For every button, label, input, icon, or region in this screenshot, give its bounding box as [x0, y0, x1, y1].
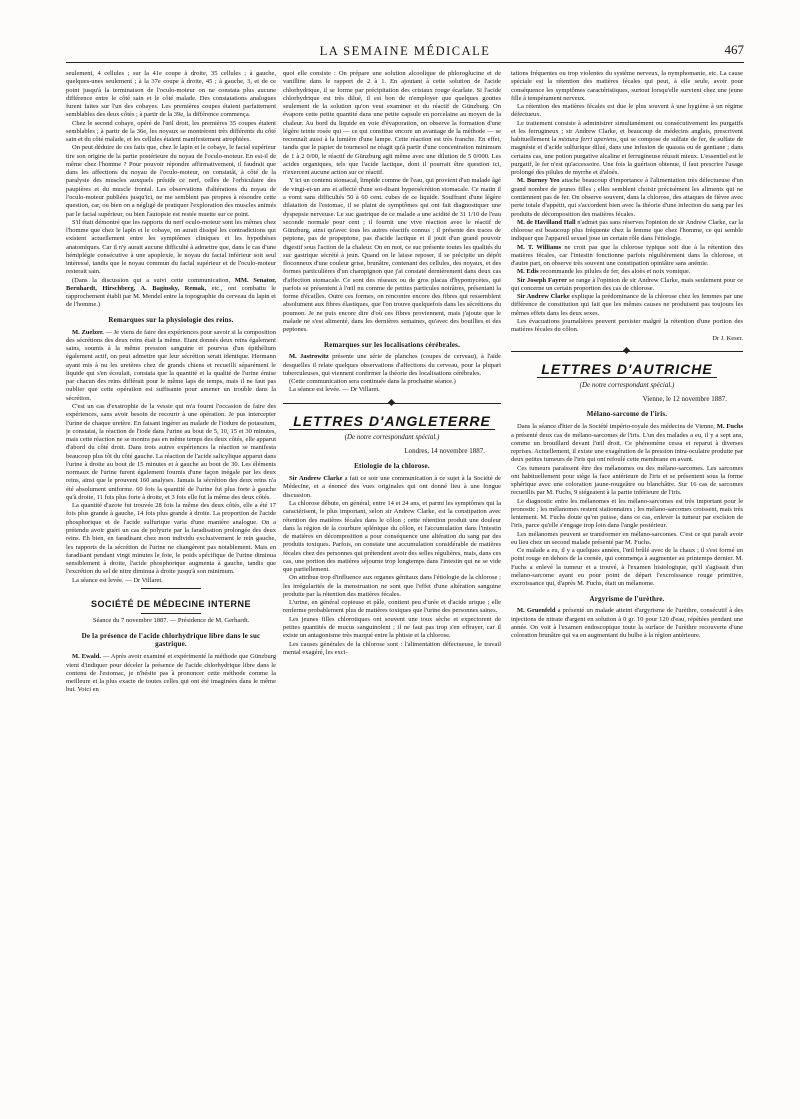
paragraph-text: Le traitement consiste à administrer simultanément ou consécutivement les purgatifs et les ferrugineux ; sir Andrew Clarke, et beaucoup de médecins anglais, prescrivent habituellement la — [511, 119, 743, 144]
paragraph-text: a présenté deux cas de mélano-sarcomes de l'iris. L'un des malades a eu, il y a sept ans, comme un brouillard devant l'œil droit. Ce phénomène cessa et reparut à diverses reprises. Actuellement, il existe une exagération de la pression intra-oculaire produite par deux petites tumeurs de l'iris qui ont refoulé cette membrane en avant. — [511, 431, 743, 464]
paragraph: Les jeunes filles chlorotiques ont souvent une toux sèche et expectorent de petites quantités de mucus sanguinolent ; il ne faut pas trop s'en effrayer, car il existe un antagonisme très marqué entre la phtisie et la chlorose. — [283, 615, 501, 640]
paragraph: Les causes générales de la chlorose sont : l'alimentation défectueuse, le travail mental exagéré, les exci- — [283, 640, 501, 656]
paragraph: Le diagnostic entre les mélanomes et les mélano-sarcomes est très important pour le pronostic ; les mélanomes restent stationnaires ; les mélano-sarcomes croissent, mais très lentement. M. Fuchs doute qu'on puisse, dans ce cas, enlever la tumeur par excision de l'iris, parce qu'elle s'engage trop loin dans l'angle postérieur. — [511, 497, 743, 530]
paragraph — [511, 423, 743, 464]
paragraph: S'il était démontré que les rapports du nerf oculo-moteur sont les mêmes chez l'homme que chez le lapin et le cobaye, on aurait dissipé les contradictions qui existent actuellement entre les symptômes cliniques et les hypothèses anatomiques. Car il n'y aurait aucune difficulté à admettre que, dans le cas d'une hémiplégie consécutive à une apoplexie, le noyau du facial inférieur soit seul intéressé, tandis que le noyau commun du facial supérieur et de l'oculo-moteur resterait sain. — [66, 218, 276, 276]
paragraph: C'est un cas d'exstrophie de la vessie qui m'a fourni l'occasion de faire des expériences, sans avoir besoin de recourir à une opération. Je pus intercepter l'urine de chaque uretère. En faisant ingérer au malade de l'iodure de potassium, je constatai, la réaction de l'iode dans l'urine au bout de 5, 10, 15 et 30 minutes, mais cette réaction ne se montra pas en même temps des deux côtés, elle apparut d'abord du côté droit. Dans trois autres expériences la réaction se manifesta beaucoup plus tôt du côté gauche. La réaction de l'acide salicylique apparut dans l'urine à droite au bout de 15 minutes et à gauche au bout de 30. Les éléments normaux de l'urine furent également fournis d'une façon inégale par les deux reins, ainsi que le prouvent 160 analyses. Jamais la sécrétion des deux reins n'a été absolument uniforme. 60 fois la quantité de l'urine fut plus forte à gauche qu'à droite, 11 fois plus forte à droite, et 3 fois elle fut la même des deux côtés. — [66, 402, 276, 501]
paragraph — [511, 293, 743, 318]
paragraph — [511, 607, 743, 640]
paragraph: quoi elle consiste : On prépare une solution alcoolique de phloroglucine et de vanilline dans le rapport de 2 à 1. En ajoutant à cette solution de l'acide chlorhydrique, il se forme par précipitation des cristaux rouge écarlate. Si l'acide chlorhydrique est très dilué, il est bon de n'employer que quelques gouttes seulement de la solution qu'on veut examiner et du réactif de Günzburg. On évapore cette petite quantité dans une petite capsule en porcelaine au moyen de la chaleur. Au bord du liquide en voie d'évaporation, on observe la formation d'une légère teinte rosée qui — ce qui constitue encore un avantage de la méthode — se reconnaît aussi à la lumière d'une lampe. Cette réaction est très franche. En effet, tandis que le papier de tournesol ne réagit qu'à partir d'une concentration minimum de 1 à 2 0/00, le réactif de Günzburg agit même avec une dilution de 5 0/000. Les acides organiques, tels que l'acide lactique, dont il pourrait être question ici, n'exercent aucune action sur ce réactif. — [283, 70, 501, 177]
diamond-ornament-icon — [623, 347, 630, 354]
paragraph-text: a fait ce soir une communication à ce sujet à la Société de Médecine, et a énoncé des vues originales qui ont donné lieu à une longue discussion. — [283, 475, 501, 499]
session-info: Séance du 7 novembre 1887. — Présidence de M. Gerhardt. — [92, 617, 250, 625]
paragraph: Les évacuations journalières peuvent persister malgré la rétention d'une portion des matières fécales du côlon. — [511, 317, 743, 334]
speaker-name: Sir Andrew Clarke — [517, 293, 570, 301]
letters-heading — [511, 361, 743, 379]
paragraph: La chlorose débute, en général, entre 14 et 24 ans, et parmi les symptômes qui la caractérisent, le plus important, selon sir Andrew Clarke, est la constipation avec rétention des matières fécales dans le côlon ; cette rétention produit une douleur dans la région de la courbure splénique du côlon, et l'accumulation dans l'intestin de matières en décomposition a pour conséquence une altération du sang par des produits toxiques. Parfois, on constate une accumulation considérable de matières fécales chez des personnes qui prétendent avoir des selles régulières, mais, dans ces cas, une portion des matières séjourne trop longtemps dans l'intestin qui ne se vide que partiellement. — [283, 499, 501, 574]
section-divider — [511, 347, 743, 355]
paragraph: La séance est levée. — Dr Villaret. — [72, 576, 163, 584]
paragraph: La quantité d'azote fut trouvée 28 fois la même des deux côtés, elle a été 17 fois plus grande à gauche, 14 fois plus grande à droite. La proportion de l'acide phosphorique et de l'acide sulfurique varia d'une manière analogue. On a prétendu avoir guéri un cas de polyurie par la faradisation prolongée des deux reins. Eh bien, en faradisant chez mon individu exclusivement le rein gauche, les rapports de la sécrétion de l'urine ne changèrent pas notablement. Mais en faradisant pendant vingt minutes le foie, le poids spécifique de l'urine diminua sensiblement à droite, l'acide phosphorique augmenta à gauche, tandis que l'excrétion du sel de nitre diminua à droite jusqu'à son minimum. — [66, 502, 276, 576]
section-heading: SOCIÉTÉ DE MÉDECINE INTERNE — [90, 598, 252, 609]
dateline: Vienne, le 12 novembre 1887. — [642, 395, 727, 404]
paragraph-text: — Je viens de faire des expériences pour savoir si la composition des sécrétions des deux reins était la même. Etant donnés deux reins également sains, soumis à la même pression sanguine et pourvus d'un épithélium également actif, on peut admettre que leur sécrétion serait identique. Hermann ayant mis à nu les uretères chez de grands chiens et recueilli séparément le liquide qui s'en écoulait, constata que la quantité et la qualité de l'urine émise par chacun des reins différait pour le même laps de temps, mais il ne faut pas oublier que cette opération est suffisante pour amener un trouble dans la sécrétion. — [66, 328, 276, 402]
byline: (De notre correspondant spécial.) — [579, 380, 675, 389]
letters-heading-text: LETTRES D'AUTRICHE — [537, 361, 716, 378]
paragraph-text: (Dans la discussion qui a suivi cette communication, — [72, 276, 235, 284]
paragraph — [511, 177, 743, 218]
paragraph — [66, 329, 276, 403]
page-number: 467 — [724, 42, 744, 57]
subsection-heading: Remarques sur la physiologie des reins. — [108, 315, 234, 324]
prescription-name: mixtura ferri aperiens — [558, 136, 617, 144]
subsection-heading: De la présence de l'acide chlorhydrique libre dans le suc gastrique. — [81, 631, 261, 649]
speaker-name: M. Jastrowitz — [289, 353, 329, 361]
paragraph — [511, 277, 743, 294]
paragraph-text: présente une série de planches (coupes de cerveau), à l'aide desquelles il relate quelques observations d'affections du cerveau, pour la plupart tuberculeuses, qui viennent confirmer la théorie des localisations cérébrales. — [283, 353, 501, 377]
signature: Dr J. Keser. — [712, 334, 743, 342]
speaker-name: M. Gruenfeld — [517, 607, 556, 615]
paragraph-text: Dans la séance d'hier de la Société império-royale des médecins de Vienne, — [517, 423, 717, 431]
subsection-heading: Etiologie de la chlorose. — [354, 462, 430, 471]
dateline: Londres, 14 novembre 1887. — [404, 447, 485, 456]
paragraph-text: ne croit pas que la chlorose typique soit due à la rétention des matières fécales, car l'intestin fonctionne parfois régulièrement dans la chlorose, et d'autre part, on observe très souvent une constipation opiniâtre sans anémie. — [511, 243, 743, 268]
speaker-name: M. de Havilland Hall — [517, 218, 576, 226]
paragraph-text: etc., ont combattu le rapprochement établi par M. Mendel entre la topographie du cerveau du lapin et de l'homme.) — [66, 284, 276, 309]
section-divider — [283, 399, 501, 407]
paragraph — [511, 268, 743, 276]
divider — [141, 613, 201, 614]
paragraph: L'urine, en général copieuse et pâle, contient peu d'urée et d'acide urique ; elle renferme probablement plus de matières toxiques que l'urine des personnes saines. — [283, 599, 501, 615]
paragraph — [283, 475, 501, 500]
paragraph-text: recommande les pilules de fer, des aloès et noix vomique. — [538, 268, 691, 276]
paragraph-text: — Après avoir examiné et expérimenté la méthode que Günzburg vient d'indiquer pour déceler la présence de l'acide chlorhydrique libre dans le contenu de l'estomac, je n'hésite pas à prononcer cette méthode comme la meilleure et la plus exacte de toutes celles qui ont été imaginées dans le même but. Voici en — [66, 653, 276, 694]
paragraph — [511, 120, 743, 178]
speaker-name: M. Fuchs — [716, 423, 743, 431]
paragraph: On peut déduire de ces faits que, chez le lapin et le cobaye, le facial supérieur tire son origine de la partie postérieure du noyau de l'oculo-moteur. En est-il de même chez l'homme ? Pour pouvoir répondre affirmativement, il faudrait que dans les affections du noyau de l'oculo-moteur, on constatât, à côté de la paralysie des muscles auxquels préside ce nerf, celles de l'orbiculaire des paupières et du muscle frontal. Les observations d'altérations du noyau de l'oculo-moteur publiées jusqu'ici, ne me semblent pas propres à résoudre cette question, car, ou bien on a négligé de pratiquer l'exploration des muscles animés par le facial supérieur, ou bien l'autopsie est restée muette sur ce point. — [66, 144, 276, 218]
paragraph-text: n'admet pas sans réserves l'opinion de sir Andrew Clarke, car la chlorose est beaucoup plus fréquente chez la femme que chez l'homme, ce qui semble indiquer que l'appareil sexuel joue un certain rôle dans l'étiologie. — [511, 218, 743, 243]
column-1 — [66, 70, 276, 1112]
speaker-names: MM. Senator, Bernhardt, Hirschberg, A. Baginsky, Remak, — [66, 276, 276, 292]
divider — [141, 588, 201, 589]
speaker-name: M. Zuelzer. — [72, 328, 104, 336]
paragraph: Les mélanomes peuvent se transformer en mélano-sarcomes. C'est ce qui paraît avoir eu lieu chez un second malade présenté par M. Fuchs. — [511, 530, 743, 546]
paragraph — [66, 277, 276, 310]
paragraph: On attribue trop d'influence aux organes génitaux dans l'étiologie de la chlorose ; les irrégularités de la menstruation ne sont que l'effet d'une altération sanguine produite par la rétention des matières fécales. — [283, 574, 501, 598]
paragraph — [283, 353, 501, 378]
column-3 — [511, 70, 743, 1112]
paragraph-text: , qui se compose de sulfate de fer, de sulfate de magnésie et d'acide sulfurique dilué, dans une infusion de quassia ou de gentiane ; dans certains cas, une potion purgative alcaline et ferrugineuse réussit mieux. L'essentiel est le purgatif, le fer n'est qu'accessoire. Une fois la guérison obtenue, il faut prescrire l'usage prolongé des pilules de myrrhe et d'aloès. — [511, 136, 743, 177]
paragraph-text: a présenté un malade atteint d'argyrisme de l'urèthre, consécutif à des injections de nitrate d'argent en solution à 0 gr. 10 pour 120 d'eau, répétées pendant une année. On voit à l'examen endoscopique toute la surface de l'urèthre recouverte d'une coloration brunâtre qui va en augmentant du bulbe à la région antérieure. — [511, 607, 743, 640]
paragraph — [511, 219, 743, 244]
paragraph: seulement, 4 cellules ; sur la 41e coupe à droite, 35 cellules ; à gauche, quelques-unes seulement ; à la 37e coupe à droite, 45 ; à gauche, 3, et de ce point jusqu'à la terminaison de l'oculo-moteur on ne constata plus aucune différence entre le côté sain et le côté malade. Des constatations analogues furent faites sur l'un des cobayes. Les premières coupes étaient parfaitement semblables des deux côtés ; à partir de la 39e, la différence commença. — [66, 70, 276, 119]
paragraph — [66, 653, 276, 694]
speaker-name: M. Ewald. — [72, 653, 101, 661]
byline: (De notre correspondant spécial.) — [344, 432, 440, 441]
letters-heading-text: LETTRES D'ANGLETERRE — [289, 413, 495, 430]
subsection-heading: Argyrisme de l'urèthre. — [589, 594, 665, 603]
speaker-name: Sir Andrew Clarke — [289, 475, 343, 483]
speaker-name: M. Burney Yeo — [517, 177, 560, 185]
paragraph: Chez le second cobaye, opéré de l'œil droit, les premières 35 coupes étaient semblables ; à partir de la 36e, les noyaux se montrèrent très différents du côté sain et du côté malade, et les cellules étaient manifestement atrophiées. — [66, 119, 276, 144]
paragraph: Ce malade a eu, il y a quelques années, l'œil brûlé avec de la chaux ; il s'est formé un point rouge en dehors de la cornée, qui commença à augmenter au printemps dernier. M. Fuchs a enlevé la tumeur et a trouvé, à l'examen histologique, qu'il s'agissait d'un mélano-sarcome ayant eu pour point de départ l'excroissance rouge primitive, excroissance qui, d'après M. Fuchs, était un mélanome. — [511, 547, 743, 588]
page-header — [66, 36, 744, 63]
paragraph: Ces tumeurs paraissent être des mélanomes ou des mélano-sarcomes. Les sarcomes ont habituellement pour siège la face antérieure de l'iris et se présentent sous la forme sphérique avec une coloration jaune-rougeâtre ou blanchâtre. Sur 16 cas de sarcomes recueillis par M. Fuchs, 9 siégeaient à la partie inférieure de l'iris. — [511, 464, 743, 497]
paragraph: La séance est levée. — Dr Villaret. — [289, 386, 380, 394]
letters-heading — [283, 413, 501, 431]
paragraph: Y ici un contenu stomacal, limpide comme de l'eau, qui provient d'un malade âgé de vingt-et-un ans et affecté d'une soi-disant hypersécrétion stomacale. Ce matin il a vomi sans difficultés 50 à 60 cent. cubes de ce liquide. Souffrant d'une légère dilatation de l'estomac, il se plaint de symptômes qui ont fait diagnostiquer une dyspepsie nerveuse. Le suc gastrique de ce malade a une acidité de 31 1/10 de l'eau seconde normale pour cent ; il fournit une vive réaction avec le réactif de Günzburg, ainsi qu'avec tous les autres réactifs connus ; il présente des traces de peptone, pas de propeptone, pas d'acide lactique et il jouit d'un grand pouvoir digestif sous l'action de la chaleur. On en mot, ce suc présente toutes les qualités du suc gastrique sécrété à jeun. Quand on le laisse reposer, il se précipite un dépôt floconneux d'une couleur grise, brunâtre, contenant des cellules, des noyaux, et des formes particulières d'un champignon que j'ai constaté dernièrement dans deux cas d'affection stomacale. Ce sont des réseaux ou de gros placas d'hypomycètes, qui parfois se présentent à l'œil nu comme de petites particules noirâtres, présentant la forme d'écailles. Outre ces formes, on rencontre encore des fibres qui ressemblent absolument aux fibres élastiques, que l'on trouve quelquefois dans les sécrétions du poumon. Je ne puis encore dire d'où ces fibres proviennent, mais j'ajoute que le malade ne s'est alimenté, dans les dernières semaines, qu'avec des bouillies et des peptones. — [283, 177, 501, 334]
paragraph — [511, 244, 743, 269]
paragraph: (Cette communication sera continuée dans la prochaine séance.) — [289, 378, 456, 386]
diamond-ornament-icon — [388, 399, 395, 406]
paragraph-text: explique la prédominance de la chlorose chez les femmes par une différence de constitution qui fait que les mêmes causes ne produisent pas toujours les mêmes effets dans les deux sexes. — [511, 293, 743, 317]
speaker-name: Sir Joseph Fayrer — [517, 276, 567, 284]
subsection-heading: Remarques sur les localisations cérébrales. — [323, 340, 461, 349]
subsection-heading: Mélano-sarcome de l'iris. — [586, 410, 668, 419]
speaker-name: M. Edis — [517, 268, 539, 276]
paragraph: La rétention des matières fécales est due le plus souvent à une hygiène à un régime défectueux. — [511, 103, 743, 119]
running-title: LA SEMAINE MÉDICALE — [319, 44, 491, 58]
speaker-name: M. T. Williams — [517, 243, 562, 251]
paragraph-text: attache beaucoup d'importance à l'alimentation très défectueuse d'un grand nombre de jeunes filles ; elles semblent choisir précisément les aliments qui ne contiennent pas de fer. On observe souvent, dans la chlorose, des attaques de fièvre avec perte totale d'appétit, qui s'accordent bien avec la théorie d'une infection du sang par les produits de décomposition des matières fécales. — [511, 177, 743, 218]
paragraph: tations fréquentes ou trop violentes du système nerveux, la nymphomanie, etc. La cause spéciale est la rétention des matières fécales qui peut, à elle seule, avoir pour conséquence les symptômes caractéristiques, surtout lorsqu'elle survient chez une jeune fille à tempérament nerveux. — [511, 70, 743, 102]
column-2 — [283, 70, 501, 1112]
paragraph-text: se range à l'opinion de sir Andrew Clarke, mais seulement pour ce qui concerne un certain proportion des cas de chlorose. — [511, 276, 743, 292]
